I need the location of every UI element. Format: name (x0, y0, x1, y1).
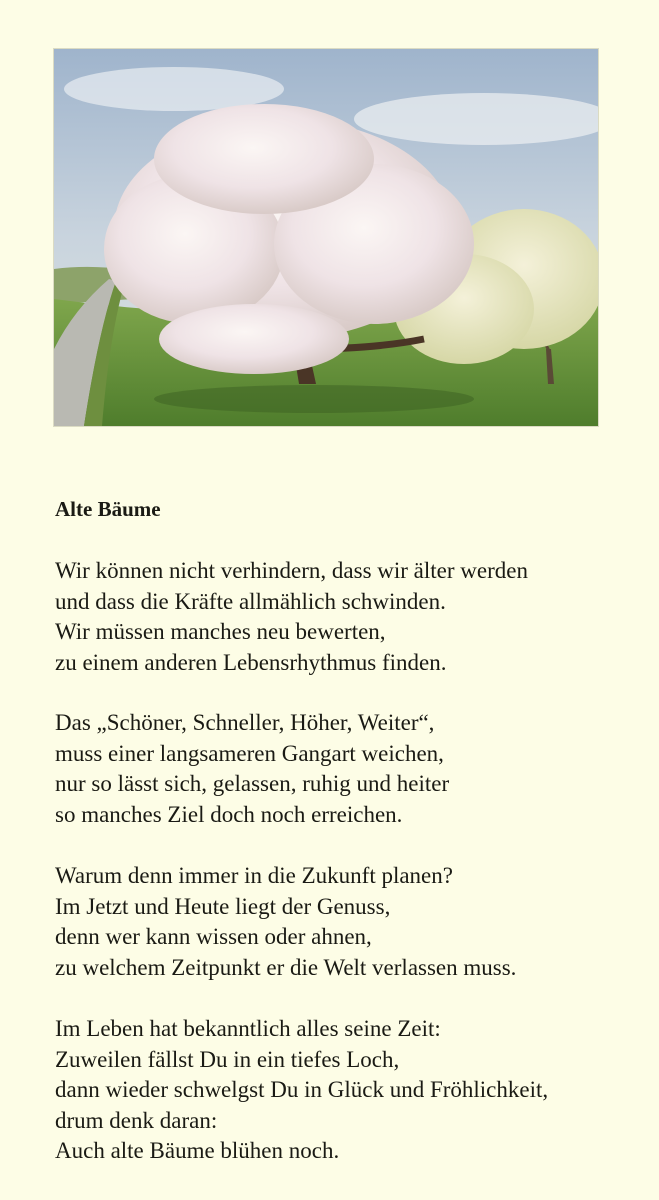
poem-line: so manches Ziel doch noch erreichen. (55, 801, 403, 827)
poem-line: Auch alte Bäume blühen noch. (55, 1138, 340, 1163)
tree-illustration (54, 49, 598, 426)
poem-line: muss einer langsameren Gangart weichen, (55, 740, 444, 766)
poem-stanza (55, 556, 528, 678)
poem-line: zu welchem Zeitpunkt er die Welt verlassen muss. (55, 954, 517, 980)
blossoming-apple-tree-photo (54, 49, 598, 426)
poem-line: Im Jetzt und Heute liegt der Genuss, (55, 893, 391, 919)
poem-line: und dass die Kräfte allmählich schwinden. (55, 588, 446, 614)
poem-stanza (55, 1014, 548, 1167)
poem-line: dann wieder schwelgst Du in Glück und Fröhlichkeit, (55, 1077, 549, 1102)
poem-line: Im Leben hat bekanntlich alles seine Zeit: (55, 1016, 441, 1041)
poem-line: zu einem anderen Lebensrhythmus finden. (55, 649, 447, 675)
poem-line: nur so lässt sich, gelassen, ruhig und heiter (55, 771, 450, 796)
poem-line: Das „Schöner, Schneller, Höher, Weiter“, (55, 710, 435, 735)
poem-line: Wir können nicht verhindern, dass wir älter werden (55, 558, 528, 583)
poem-line: denn wer kann wissen oder ahnen, (55, 924, 372, 949)
poem-line: Zuweilen fällst Du in ein tiefes Loch, (55, 1046, 400, 1072)
poem-line: Wir müssen manches neu bewerten, (55, 619, 386, 644)
poem-line: drum denk daran: (55, 1107, 218, 1133)
poem-line: Warum denn immer in die Zukunft planen? (55, 863, 453, 888)
poem-title: Alte Bäume (55, 497, 161, 521)
poem-stanza (55, 861, 516, 983)
poem-stanza (55, 708, 449, 830)
